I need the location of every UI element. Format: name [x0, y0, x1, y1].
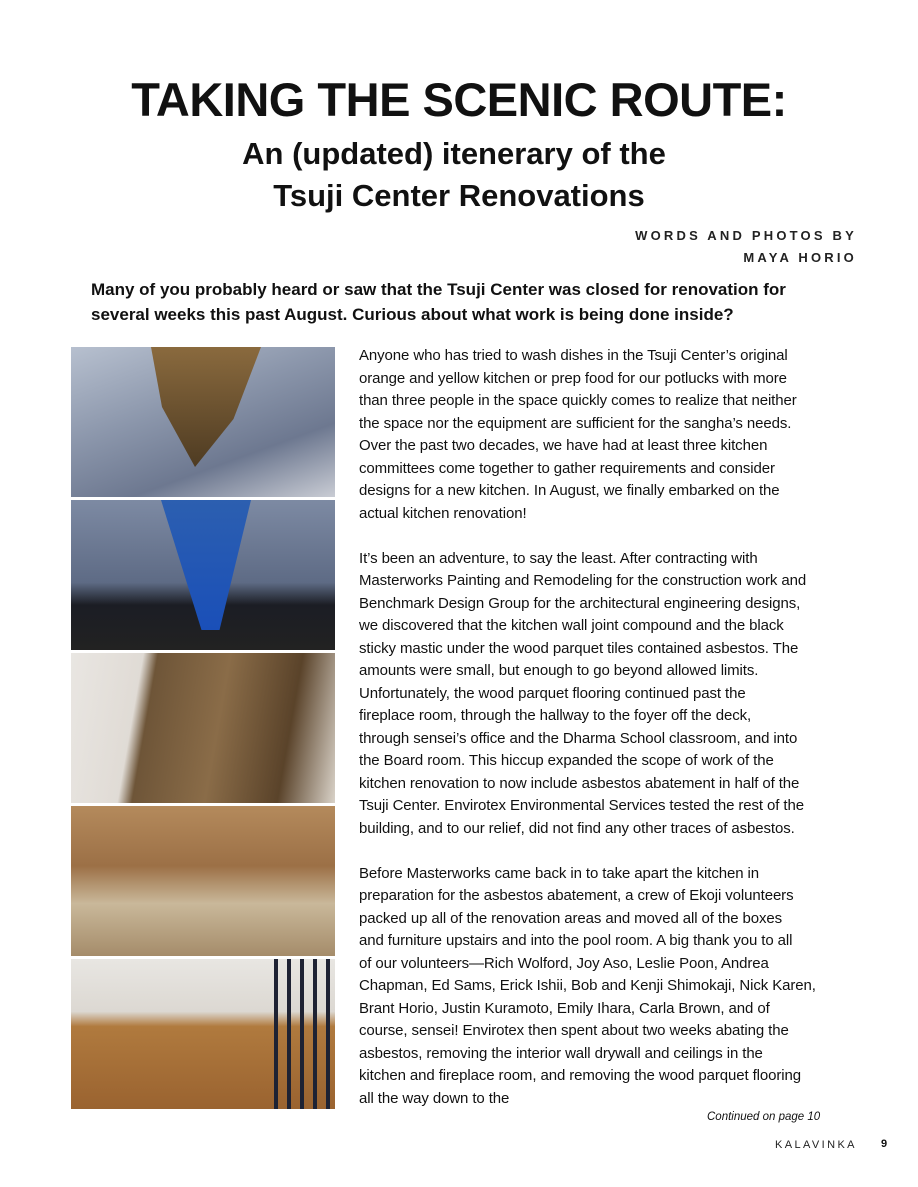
article-subtitle-line-2: Tsuji Center Renovations	[273, 178, 645, 213]
intro-line: several weeks this past August. Curious about what work is being done inside?	[91, 305, 734, 324]
body-paragraph	[359, 548, 869, 841]
body-line: and furniture upstairs and into the pool room. A big thank you to all	[359, 932, 793, 949]
photo-tarp-leak-bucket	[71, 500, 335, 650]
body-paragraph	[359, 863, 869, 1111]
body-line: the space nor the equipment are sufficient for the sangha’s needs.	[359, 414, 792, 432]
body-line: Unfortunately, the wood parquet flooring continued past the	[359, 684, 746, 702]
body-line: Over the past two decades, we have had at least three kitchen	[359, 437, 768, 454]
body-line: amounts were small, but enough to go beyond allowed limits.	[359, 662, 759, 679]
body-line: asbestos, removing the interior wall drywall and ceilings in the	[359, 1044, 763, 1062]
continued-note[interactable]: Continued on page 10	[707, 1111, 821, 1123]
intro-line: Many of you probably heard or saw that the Tsuji Center was closed for renovation for	[91, 280, 786, 299]
body-line: of our volunteers—Rich Wolford, Joy Aso, Leslie Poon, Andrea	[359, 954, 769, 972]
body-line: Before Masterworks came back in to take apart the kitchen in	[359, 864, 760, 882]
body-line: It’s been an adventure, to say the least. After contracting with	[359, 549, 758, 567]
photo-damaged-ceiling	[71, 347, 335, 497]
body-line: sticky mastic under the wood parquet tiles contained asbestos. The	[359, 639, 799, 657]
body-line: committees come together to gather requirements and consider	[359, 459, 775, 477]
body-line: Benchmark Design Group for the architectural engineering designs,	[359, 594, 801, 612]
byline-label: WORDS AND PHOTOS BY	[635, 228, 857, 243]
photo-new-wood-floor	[71, 959, 335, 1109]
photo-stripped-walls	[71, 806, 335, 956]
body-paragraph	[359, 345, 869, 525]
body-line: actual kitchen renovation!	[359, 504, 527, 522]
body-line: kitchen and fireplace room, and removing the wood parquet flooring	[359, 1067, 802, 1084]
article-subtitle-line-1: An (updated) itenerary of the	[242, 136, 666, 171]
article-title: TAKING THE SCENIC ROUTE:	[131, 73, 787, 126]
body-line: we discovered that the kitchen wall joint compound and the black	[359, 617, 784, 634]
body-line: course, sensei! Envirotex then spent about two weeks abating the	[359, 1022, 789, 1039]
article-body	[359, 345, 869, 1133]
body-line: orange and yellow kitchen or prep food for our potlucks with more	[359, 369, 787, 387]
body-line: Chapman, Ed Sams, Erick Ishii, Bob and Kenji Shimokaji, Nick Karen,	[359, 977, 816, 994]
body-line: the Board room. This hiccup expanded the scope of work of the	[359, 752, 774, 769]
body-line: Anyone who has tried to wash dishes in the Tsuji Center’s original	[359, 347, 788, 364]
page-number: 9	[881, 1138, 888, 1150]
footer-publication: KALAVINKA	[775, 1139, 857, 1151]
body-line: designs for a new kitchen. In August, we finally embarked on the	[359, 482, 780, 499]
body-line: packed up all of the renovation areas and moved all of the boxes	[359, 909, 783, 927]
body-line: than three people in the space quickly comes to realize that neither	[359, 392, 797, 409]
body-line: Brant Horio, Justin Kuramoto, Emily Ihara, Carla Brown, and of	[359, 999, 770, 1017]
body-line: Tsuji Center. Envirotex Environmental Services tested the rest of the	[359, 797, 804, 814]
body-line: fireplace room, through the hallway to the foyer off the deck,	[359, 707, 752, 724]
body-line: kitchen renovation to now include asbestos abatement in half of the	[359, 774, 800, 792]
body-line: all the way down to the	[359, 1089, 510, 1107]
intro-paragraph	[91, 277, 851, 327]
photo-exposed-joists	[71, 653, 335, 803]
body-line: through sensei’s office and the Dharma School classroom, and into	[359, 729, 798, 747]
body-line: preparation for the asbestos abatement, a crew of Ekoji volunteers	[359, 887, 794, 904]
body-line: building, and to our relief, did not find any other traces of asbestos.	[359, 819, 795, 837]
body-line: Masterworks Painting and Remodeling for the construction work and	[359, 572, 807, 589]
byline-author: MAYA HORIO	[743, 250, 857, 265]
photo-column	[71, 347, 335, 1112]
